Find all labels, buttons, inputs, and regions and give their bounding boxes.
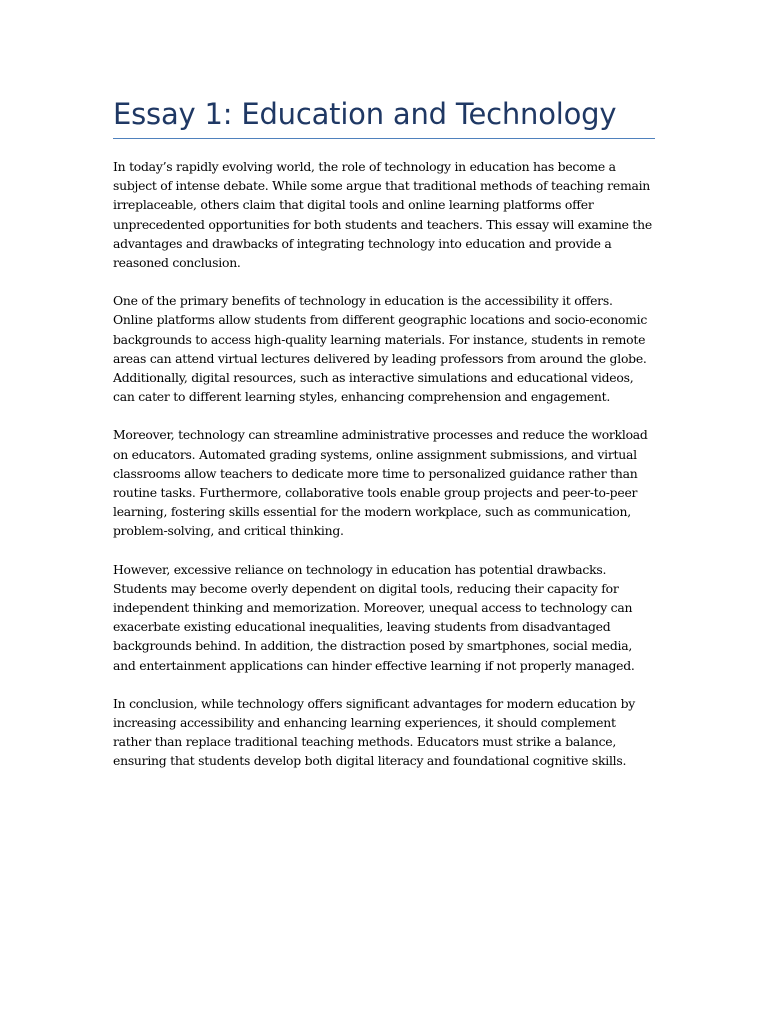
paragraph-drawbacks: However, excessive reliance on technology in education has potential drawbacks. Students may become overly dependent on digital tools, reducing their capacity for independent thinking and memorization. Moreover, unequal access to technology can exacerbate existing educational inequalities, leaving students from disadvantaged backgrounds behind. In addition, the distraction posed by smartphones, social media, and entertainment applications can hinder effective learning if not properly managed. [113,561,635,673]
paragraph-introduction: In today’s rapidly evolving world, the role of technology in education has become a subject of intense debate. While some argue that traditional methods of teaching remain irreplaceable, others claim that digital tools and online learning platforms offer unprecedented opportunities for both students and teachers. This essay will examine the advantages and drawbacks of integrating technology into education and provide a reasoned conclusion. [113,159,652,271]
paragraph-accessibility: One of the primary benefits of technology in education is the accessibility it offers. Online platforms allow students from different geographic locations and socio-economic backgrounds to access high-quality learning materials. For instance, students in remote areas can attend virtual lectures delivered by leading professors from around the globe. Additionally, digital resources, such as interactive simulations and educational videos, can cater to different learning styles, enhancing comprehension and engagement. [113,293,648,405]
document-body [113,157,656,771]
title-underline-divider [113,138,655,139]
paragraph-administration: Moreover, technology can streamline administrative processes and reduce the workload on educators. Automated grading systems, online assignment submissions, and virtual classrooms allow teachers to dedicate more time to personalized guidance rather than routine tasks. Furthermore, collaborative tools enable group projects and peer-to-peer learning, fostering skills essential for the modern workplace, such as communication, problem-solving, and critical thinking. [113,427,648,539]
paragraph-conclusion: In conclusion, while technology offers significant advantages for modern education by increasing accessibility and enhancing learning experiences, it should complement rather than replace traditional teaching methods. Educators must strike a balance, ensuring that students develop both digital literacy and foundational cognitive skills. [113,695,636,769]
document-content [113,94,656,790]
document-title: Essay 1: Education and Technology [113,97,617,131]
